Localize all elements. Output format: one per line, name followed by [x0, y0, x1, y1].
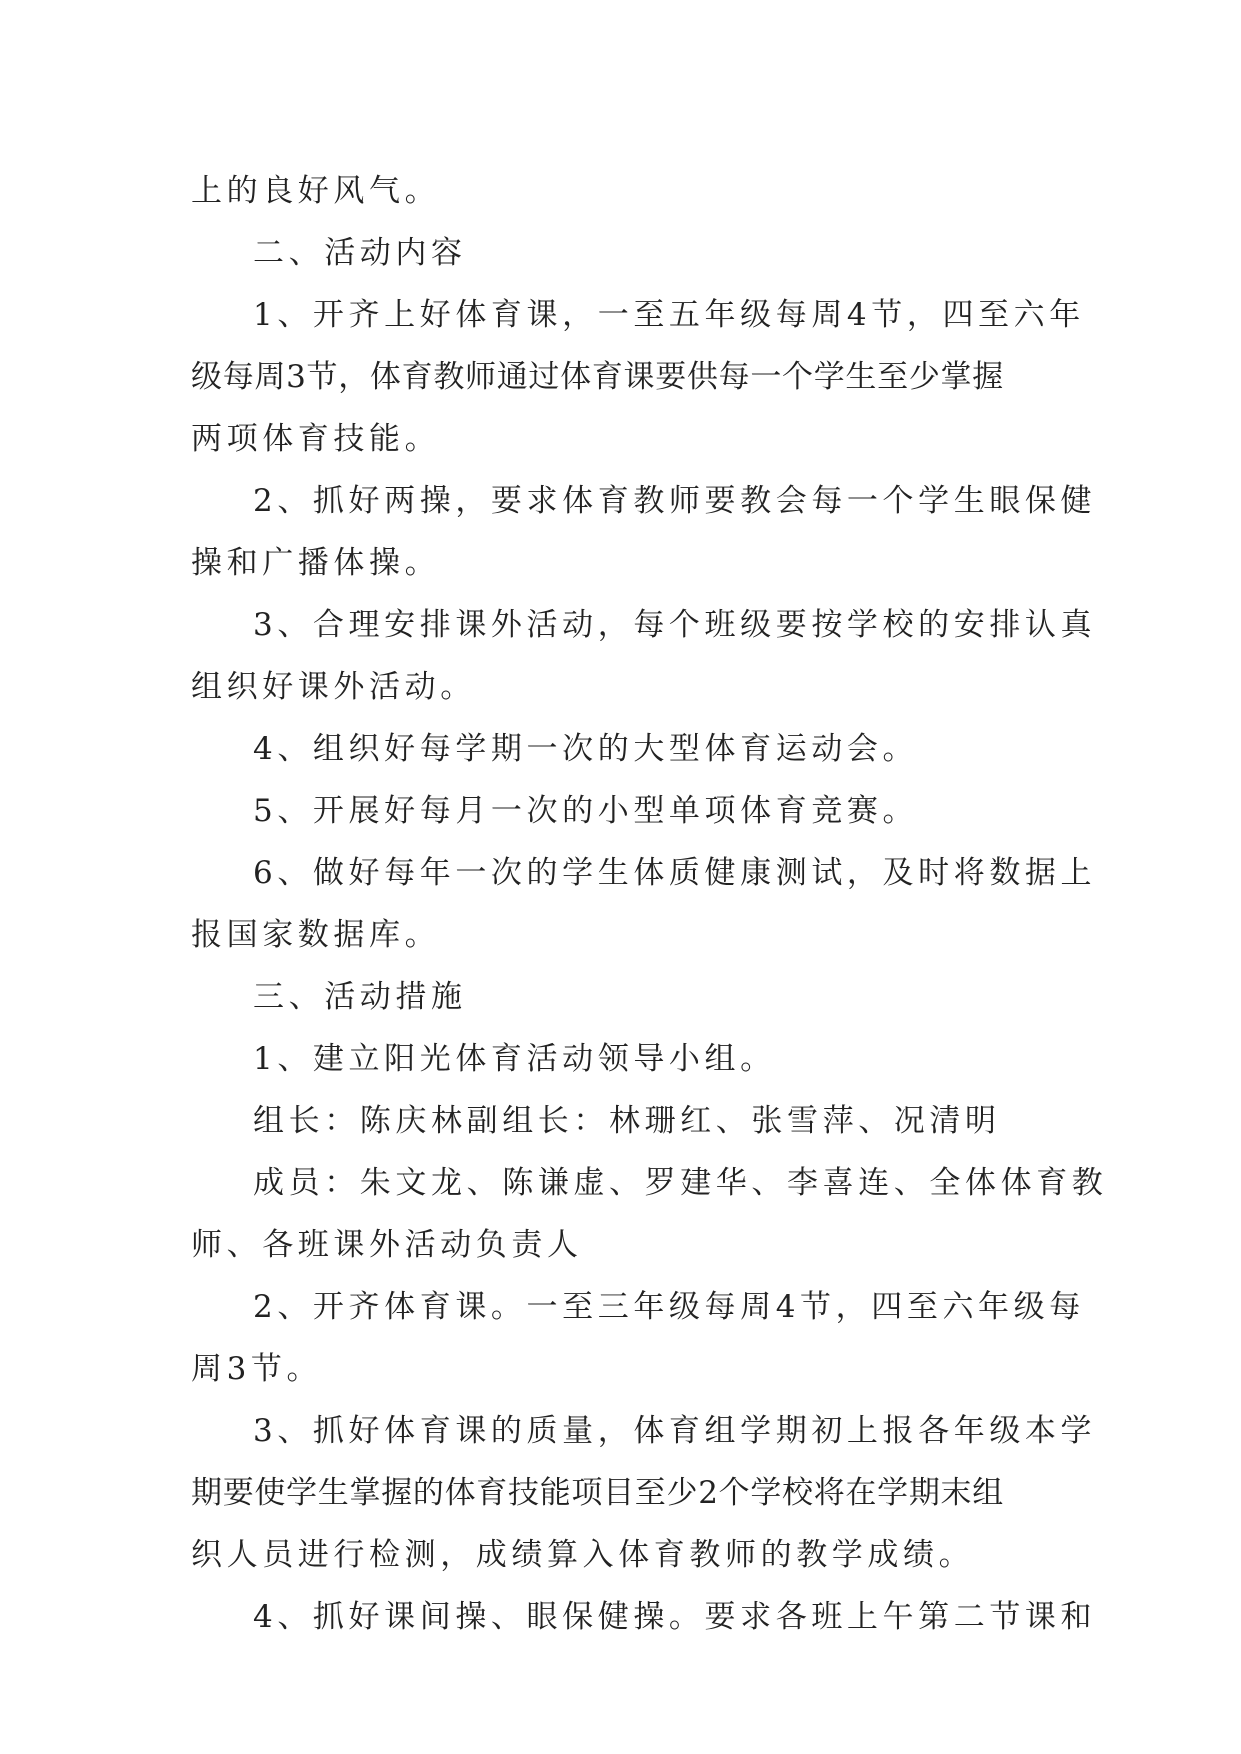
text-line: 操和广播体操。 [191, 545, 441, 581]
text-line: 6、做好每年一次的学生体质健康测试，及时将数据上 [253, 855, 1097, 891]
text-line: 周3节。 [191, 1351, 323, 1387]
text-line: 4、组织好每学期一次的大型体育运动会。 [253, 731, 919, 767]
text-line: 成员：朱文龙、陈谦虚、罗建华、李喜连、全体体育教 [253, 1165, 1108, 1201]
text-line: 上的良好风气。 [191, 173, 441, 209]
section-heading: 二、活动内容 [253, 235, 467, 271]
text-line: 1、开齐上好体育课，一至五年级每周4节，四至六年 [253, 297, 1085, 333]
text-line: 3、合理安排课外活动，每个班级要按学校的安排认真 [253, 607, 1097, 643]
text-line: 组长：陈庆林副组长：林珊红、张雪萍、况清明 [253, 1103, 1001, 1139]
text-line: 两项体育技能。 [191, 421, 441, 457]
section-heading: 三、活动措施 [253, 979, 467, 1015]
text-line: 织人员进行检测，成绩算入体育教师的教学成绩。 [191, 1537, 975, 1573]
text-line: 2、开齐体育课。一至三年级每周4节，四至六年级每 [253, 1289, 1085, 1325]
text-line: 期要使学生掌握的体育技能项目至少2个学校将在学期末组 [191, 1475, 1004, 1511]
document-body [191, 160, 1108, 1648]
text-line: 3、抓好体育课的质量，体育组学期初上报各年级本学 [253, 1413, 1097, 1449]
text-line: 组织好课外活动。 [191, 669, 476, 705]
text-line: 5、开展好每月一次的小型单项体育竞赛。 [253, 793, 919, 829]
text-line: 级每周3节，体育教师通过体育课要供每一个学生至少掌握 [191, 359, 1004, 395]
text-line: 师、各班课外活动负责人 [191, 1227, 583, 1263]
text-line: 4、抓好课间操、眼保健操。要求各班上午第二节课和 [253, 1599, 1097, 1635]
text-line: 2、抓好两操，要求体育教师要教会每一个学生眼保健 [253, 483, 1097, 519]
text-line: 1、建立阳光体育活动领导小组。 [253, 1041, 776, 1077]
text-line: 报国家数据库。 [191, 917, 441, 953]
